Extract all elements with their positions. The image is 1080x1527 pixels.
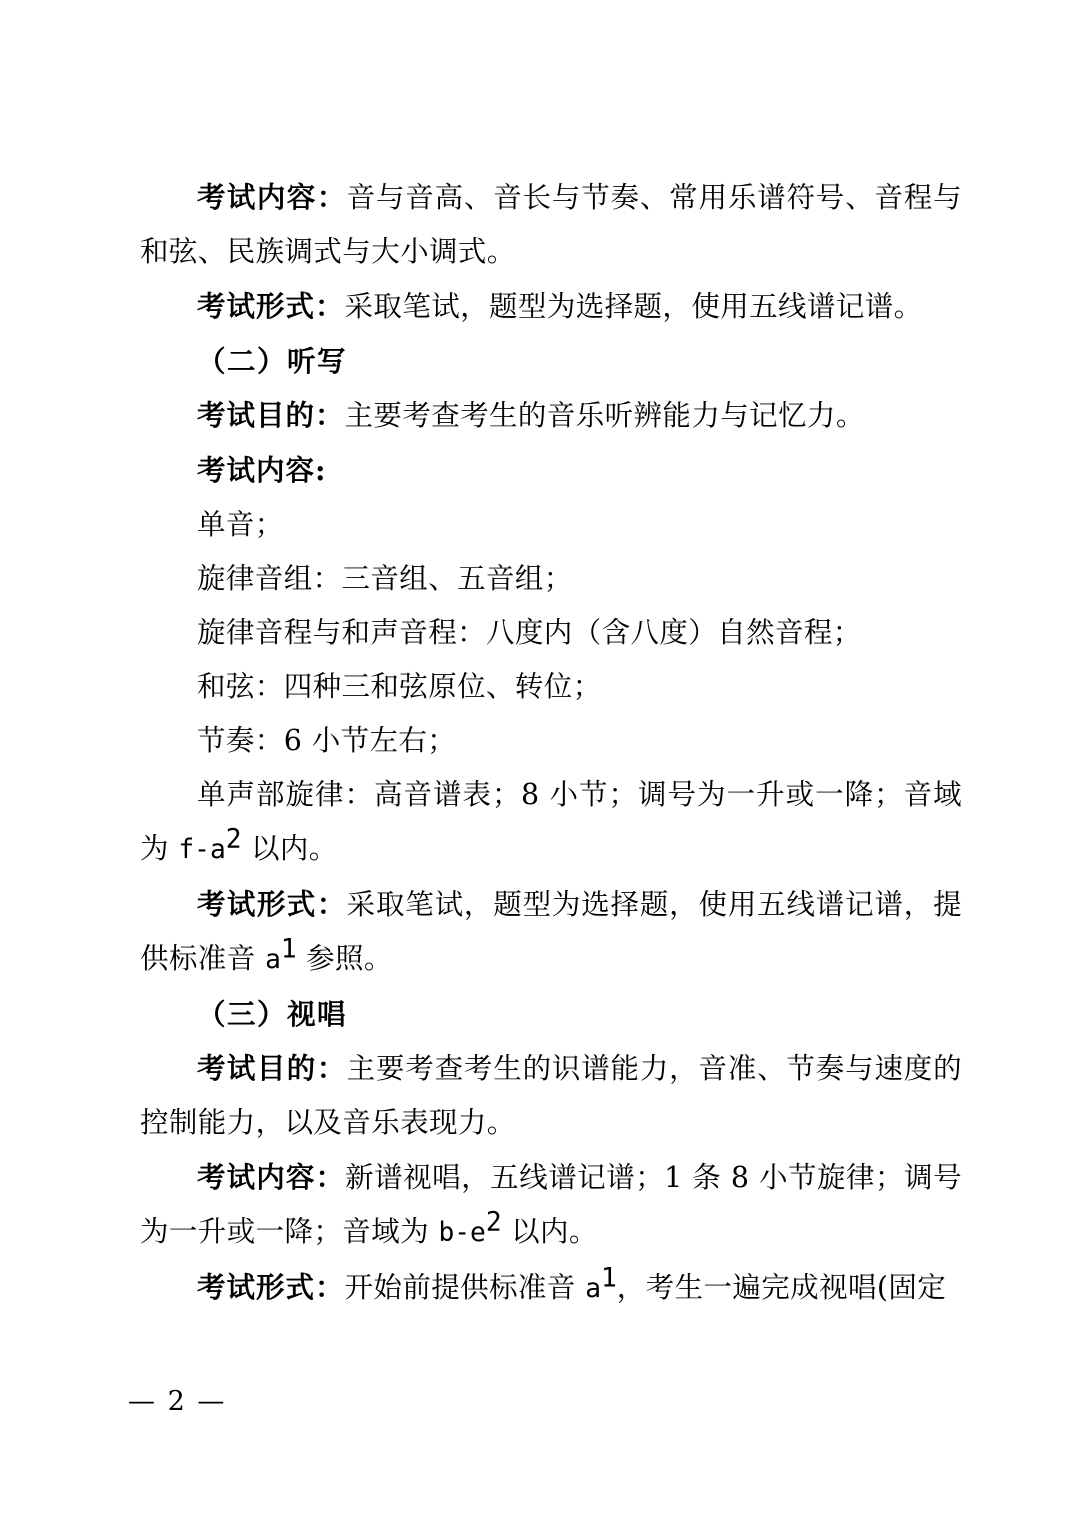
list-item-chords: 和弦：四种三和弦原位、转位； xyxy=(197,670,602,703)
paragraph-exam-purpose-dictation xyxy=(140,388,962,443)
paragraph-exam-purpose-sight-singing xyxy=(140,1041,962,1150)
section-heading-sight-singing: （三）视唱 xyxy=(197,997,348,1031)
paragraph-text-a: 新谱视唱，五线谱记谱；1 条 8 小节旋律；调号为一升或一降；音域为 xyxy=(140,1161,962,1248)
paragraph-exam-format-1 xyxy=(140,279,962,334)
pitch-range-value: b-e xyxy=(438,1218,486,1248)
paragraph-label: 考试形式： xyxy=(197,1270,345,1304)
paragraph-text-b: ，考生一遍完成视唱(固定 xyxy=(616,1271,947,1304)
reference-pitch-value: a xyxy=(265,945,281,975)
paragraph-exam-content-1 xyxy=(140,170,962,279)
section-heading-dictation: （二）听写 xyxy=(197,344,348,378)
page-number: — 2 — xyxy=(128,1386,227,1417)
pitch-range-superscript: 2 xyxy=(225,824,242,855)
paragraph-exam-content-sight-singing xyxy=(140,1150,962,1260)
list-item-text-a: 单声部旋律：高音谱表；8 小节；调号为一升或一降；音域为 xyxy=(140,778,962,865)
list-item-single-voice-melody xyxy=(140,768,962,877)
document-body xyxy=(140,170,962,1316)
paragraph-text: 采取笔试，题型为选择题，使用五线谱记谱。 xyxy=(344,290,923,323)
reference-pitch-superscript: 1 xyxy=(280,934,297,965)
paragraph-exam-content-label-dictation xyxy=(140,443,962,498)
reference-pitch-superscript: 1 xyxy=(600,1263,617,1294)
paragraph-text-b: 参照。 xyxy=(296,942,393,975)
paragraph-text: 音与音高、音长与节奏、常用乐谱符号、音程与和弦、民族调式与大小调式。 xyxy=(140,181,962,268)
paragraph-text: 主要考查考生的音乐听辨能力与记忆力。 xyxy=(344,399,865,432)
paragraph-text: 主要考查考生的识谱能力，音准、节奏与速度的控制能力，以及音乐表现力。 xyxy=(140,1052,962,1139)
paragraph-label: 考试内容： xyxy=(197,180,347,214)
pitch-range-value: f-a xyxy=(178,835,226,865)
paragraph-label: 考试内容： xyxy=(197,1160,346,1194)
paragraph-label: 考试内容: xyxy=(197,453,327,487)
list-item-single-note: 单音； xyxy=(197,508,284,541)
list-item-text-b: 以内。 xyxy=(241,832,338,865)
paragraph-text-a: 开始前提供标准音 xyxy=(344,1271,586,1304)
list-item-melodic-groups: 旋律音组：三音组、五音组； xyxy=(197,562,573,595)
paragraph-exam-format-dictation xyxy=(140,877,962,987)
paragraph-text-b: 以内。 xyxy=(501,1215,598,1248)
paragraph-exam-format-sight-singing xyxy=(140,1260,962,1316)
list-item-intervals: 旋律音程与和声音程：八度内（含八度）自然音程； xyxy=(197,616,862,649)
list-item-rhythm: 节奏：6 小节左右； xyxy=(197,724,457,757)
paragraph-label: 考试目的： xyxy=(197,1051,347,1085)
paragraph-text-a: 采取笔试，题型为选择题，使用五线谱记谱，提供标准音 xyxy=(140,888,962,975)
paragraph-label: 考试形式： xyxy=(197,887,347,921)
reference-pitch-value: a xyxy=(585,1274,601,1304)
paragraph-label: 考试形式： xyxy=(197,289,345,323)
pitch-range-superscript: 2 xyxy=(485,1207,502,1238)
paragraph-label: 考试目的： xyxy=(197,398,345,432)
